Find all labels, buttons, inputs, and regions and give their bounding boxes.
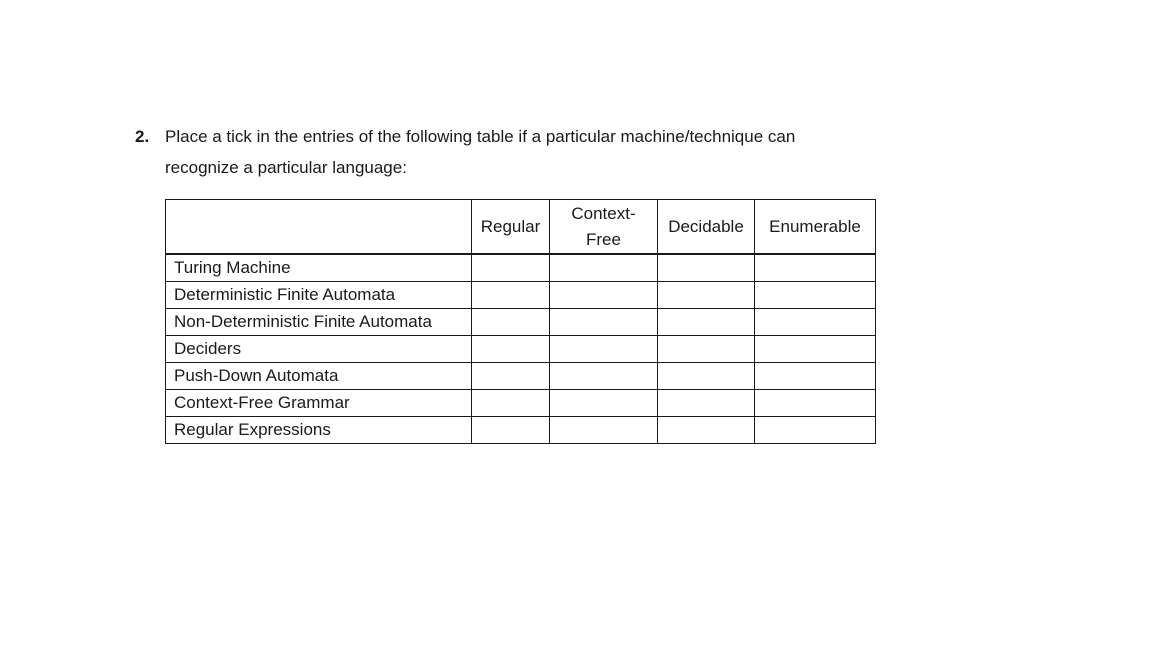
tick-cell-regular[interactable] — [472, 390, 550, 417]
tick-cell-enumerable[interactable] — [755, 254, 876, 282]
row-label: Deciders — [166, 336, 472, 363]
header-regular: Regular — [472, 200, 550, 255]
tick-cell-enumerable[interactable] — [755, 309, 876, 336]
tick-cell-decidable[interactable] — [658, 417, 755, 444]
tick-cell-context-free[interactable] — [550, 336, 658, 363]
question-line-2 — [135, 152, 895, 183]
header-corner-cell — [166, 200, 472, 255]
header-context-free-part-1: Context- — [571, 203, 636, 223]
table-body — [166, 254, 876, 444]
header-context-free-text — [564, 201, 644, 253]
language-recognition-table — [165, 199, 876, 444]
table-row — [166, 417, 876, 444]
tick-cell-regular[interactable] — [472, 309, 550, 336]
tick-cell-regular[interactable] — [472, 417, 550, 444]
tick-cell-context-free[interactable] — [550, 363, 658, 390]
tick-cell-context-free[interactable] — [550, 390, 658, 417]
header-enumerable: Enumerable — [755, 200, 876, 255]
table-header-row — [166, 200, 876, 255]
tick-cell-enumerable[interactable] — [755, 390, 876, 417]
tick-cell-decidable[interactable] — [658, 254, 755, 282]
table-row — [166, 282, 876, 309]
row-label: Non-Deterministic Finite Automata — [166, 309, 472, 336]
row-label: Regular Expressions — [166, 417, 472, 444]
row-label: Push-Down Automata — [166, 363, 472, 390]
tick-cell-enumerable[interactable] — [755, 417, 876, 444]
question-block — [135, 121, 895, 183]
tick-cell-context-free[interactable] — [550, 309, 658, 336]
question-text-line-1: Place a tick in the entries of the following table if a particular machine/technique can — [165, 127, 796, 146]
tick-cell-enumerable[interactable] — [755, 282, 876, 309]
header-context-free-part-2: Free — [586, 229, 621, 249]
row-label: Deterministic Finite Automata — [166, 282, 472, 309]
tick-cell-decidable[interactable] — [658, 309, 755, 336]
tick-cell-enumerable[interactable] — [755, 336, 876, 363]
tick-cell-regular[interactable] — [472, 363, 550, 390]
header-context-free — [550, 200, 658, 255]
question-text-line-2: recognize a particular language: — [165, 158, 407, 177]
row-label: Context-Free Grammar — [166, 390, 472, 417]
table-row — [166, 254, 876, 282]
question-number: 2. — [135, 127, 150, 146]
tick-cell-context-free[interactable] — [550, 417, 658, 444]
tick-cell-decidable[interactable] — [658, 282, 755, 309]
question-line-1 — [135, 121, 895, 152]
table-row — [166, 336, 876, 363]
tick-cell-regular[interactable] — [472, 282, 550, 309]
table-row — [166, 363, 876, 390]
tick-cell-context-free[interactable] — [550, 282, 658, 309]
tick-cell-decidable[interactable] — [658, 336, 755, 363]
tick-cell-regular[interactable] — [472, 336, 550, 363]
tick-cell-decidable[interactable] — [658, 363, 755, 390]
table-row — [166, 309, 876, 336]
tick-cell-regular[interactable] — [472, 254, 550, 282]
row-label: Turing Machine — [166, 254, 472, 282]
tick-cell-context-free[interactable] — [550, 254, 658, 282]
header-decidable: Decidable — [658, 200, 755, 255]
tick-cell-enumerable[interactable] — [755, 363, 876, 390]
tick-cell-decidable[interactable] — [658, 390, 755, 417]
table-row — [166, 390, 876, 417]
